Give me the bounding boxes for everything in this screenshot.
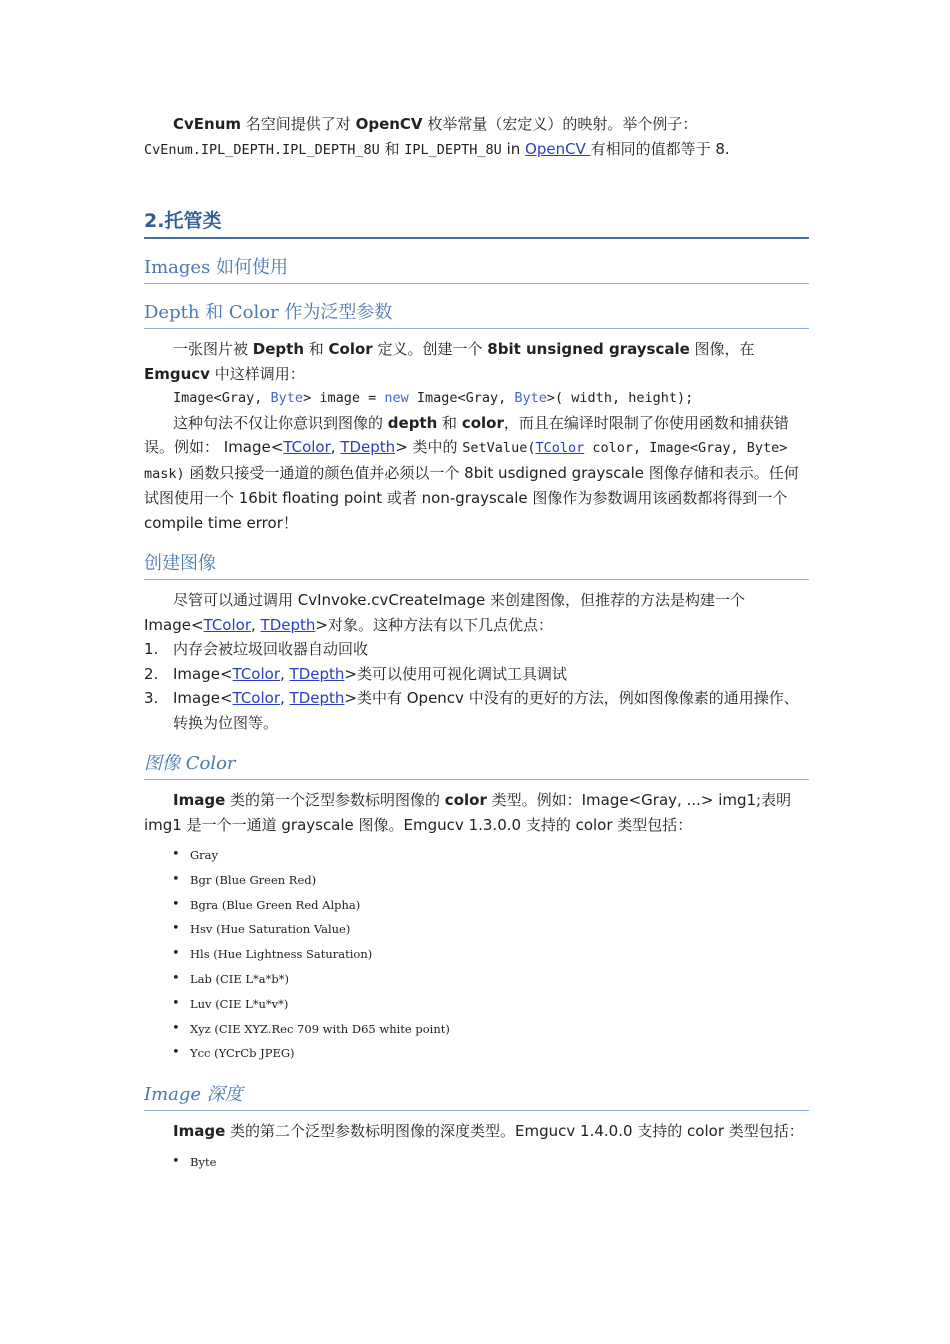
- tdepth-link[interactable]: TDepth: [260, 615, 316, 634]
- heading-depth-color: Depth 和 Color 作为泛型参数: [144, 298, 809, 329]
- list-item: • Lab (CIE L*a*b*): [144, 967, 809, 992]
- document-page: [144, 112, 809, 1174]
- list-item: 3. Image<TColor, TDepth>类中有 Opencv 中没有的更好的方法，例如图像像素的通用操作、转换为位图等。: [144, 689, 799, 732]
- heading-images: Images 如何使用: [144, 253, 809, 284]
- list-item: • Byte: [144, 1150, 809, 1175]
- section-heading: 2.托管类: [144, 204, 809, 239]
- code-example: Image<Gray, Byte> image = new Image<Gray, Byte>( width, height);: [173, 390, 694, 406]
- list-item: • Hls (Hue Lightness Saturation): [144, 942, 809, 967]
- list-item: 2. Image<TColor, TDepth>类可以使用可视化调试工具调试: [144, 664, 567, 683]
- list-item: • Xyz (CIE XYZ.Rec 709 with D65 white point): [144, 1017, 809, 1042]
- list-item: • Luv (CIE L*u*v*): [144, 992, 809, 1017]
- tcolor-link[interactable]: TColor: [232, 664, 280, 683]
- ipl-depth-code: CvEnum.IPL_DEPTH.IPL_DEPTH_8U: [144, 141, 380, 158]
- advantages-list: [144, 637, 809, 735]
- list-item: • Hsv (Hue Saturation Value): [144, 917, 809, 942]
- depth-types-list: [144, 1150, 809, 1175]
- heading-image-depth: Image 深度: [144, 1080, 809, 1111]
- syntax-paragraph: 这种句法不仅让你意识到图像的 depth 和 color，而且在编译时限制了你使用函数和捕获错误。例如： Image<TColor, TDepth> 类中的 SetValue(TColor color, Image<Gray, Byte> mask) 函数只接受一通道的颜色值并必须以一个 8bit usdigned grayscale 图像存储和表示。任何试图使用一个 16bit floating point 或者 non-grayscale 图像作为参数调用该函数都将得到一个 compile time error！: [144, 413, 799, 532]
- color-paragraph: Image 类的第一个泛型参数标明图像的 color 类型。例如：Image<Gray, ...> img1;表明 img1 是一个一通道 grayscale 图像。Emgucv 1.3.0.0 支持的 color 类型包括：: [144, 791, 792, 834]
- intro-paragraph: CvEnum 名空间提供了对 OpenCV 枚举常量（宏定义）的映射。举个例子：CvEnum.IPL_DEPTH.IPL_DEPTH_8U 和 IPL_DEPTH_8U in OpenCV 有相同的值都等于 8.: [144, 115, 730, 158]
- list-item: • Bgr (Blue Green Red): [144, 868, 809, 893]
- create-paragraph: 尽管可以通过调用 CvInvoke.cvCreateImage 来创建图像，但推荐的方法是构建一个 Image<TColor, TDepth>对象。这种方法有以下几点优点：: [144, 591, 745, 634]
- opencv-link[interactable]: OpenCV: [525, 139, 591, 158]
- tdepth-link[interactable]: TDepth: [340, 438, 396, 456]
- list-item: • Bgra (Blue Green Red Alpha): [144, 893, 809, 918]
- depth-paragraph: Image 类的第二个泛型参数标明图像的深度类型。Emgucv 1.4.0.0 支持的 color 类型包括：: [173, 1122, 804, 1141]
- tcolor-link[interactable]: TColor: [203, 615, 251, 634]
- heading-image-color: 图像 Color: [144, 749, 809, 780]
- tcolor-link[interactable]: TColor: [232, 689, 280, 707]
- list-item: • Gray: [144, 843, 809, 868]
- color-types-list: [144, 843, 809, 1066]
- tdepth-link[interactable]: TDepth: [289, 664, 345, 683]
- tcolor-link[interactable]: TColor: [283, 438, 331, 456]
- tcolor-link[interactable]: TColor: [535, 440, 585, 456]
- heading-create-image: 创建图像: [144, 549, 809, 580]
- cvenum-term: CvEnum: [173, 115, 242, 133]
- list-item: • Ycc (YCrCb JPEG): [144, 1041, 809, 1066]
- tdepth-link[interactable]: TDepth: [289, 689, 345, 707]
- list-item: 1. 内存会被垃圾回收器自动回收: [144, 640, 369, 658]
- depth-color-paragraph: 一张图片被 Depth 和 Color 定义。创建一个 8bit unsigned grayscale 图像，在 Emgucv 中这样调用：: [144, 340, 755, 383]
